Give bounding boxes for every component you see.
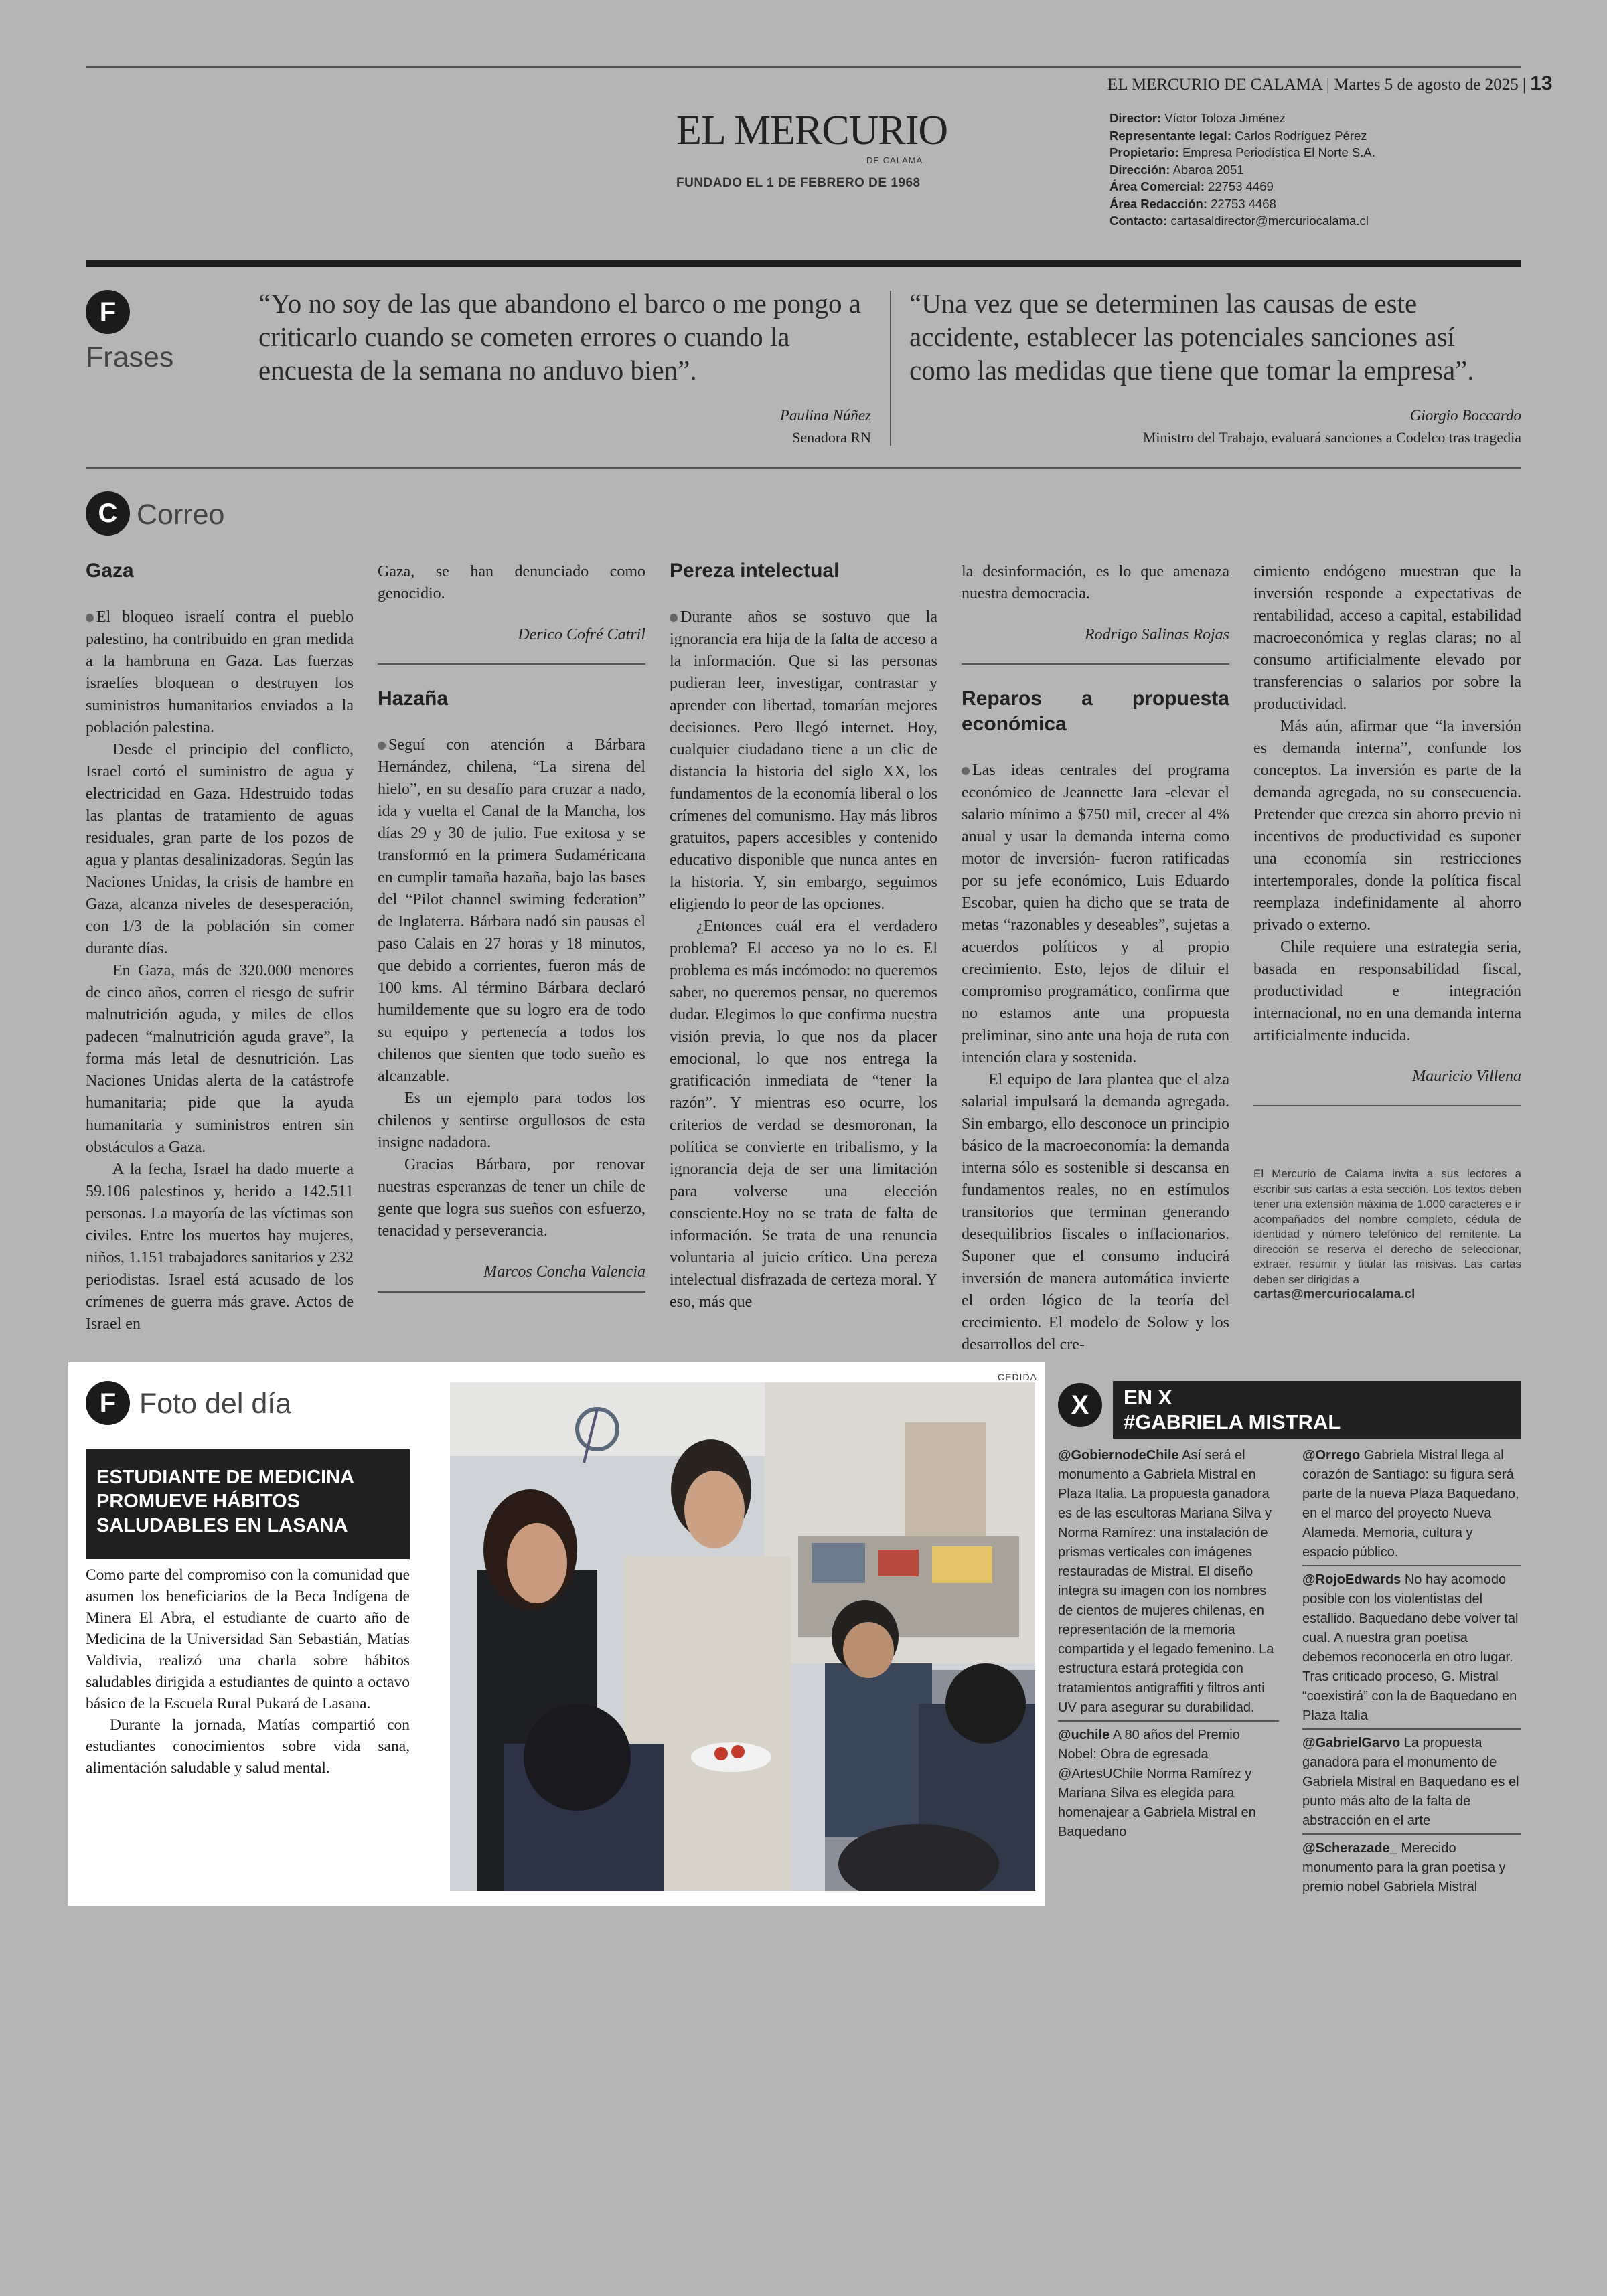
classroom-photo: [450, 1382, 1035, 1891]
quote-1-role: Senadora RN: [792, 429, 871, 446]
quote-2-text: “Una vez que se determinen las causas de este accidente, establecer las potenciales sanciones así como las medidas que tiene que tomar la empresa”.: [909, 288, 1474, 386]
tweet: [1058, 1446, 1279, 1718]
photo-credit: CEDIDA: [998, 1372, 1037, 1382]
tweet-text: Merecido monumento para la gran poetisa y premio nobel Gabriela Mistral: [1302, 1841, 1506, 1894]
enx-title-2: #GABRIELA MISTRAL: [1124, 1410, 1341, 1434]
tweet-separator: [1058, 1720, 1279, 1722]
thick-rule: [86, 260, 1521, 267]
letter-gaza-p4: A la fecha, Israel ha dado muerte a 59.106 palestinos y, herido a 142.511 personas. La mayoría de las víctimas son civiles. Entre los muertos hay mujeres, niños, 1.151 trabajadores sanitarios y 232 periodistas. Israel está acusado de los crímenes de guerra más grave. Actos de Israel en: [86, 1161, 354, 1333]
masthead-sub: DE CALAMA: [866, 155, 923, 165]
x-badge-icon: X: [1058, 1383, 1102, 1427]
letter-gaza-p1: El bloqueo israelí contra el pueblo palestino, ha contribuido en gran medida a la hambruna en Gaza. Las fuerzas israelíes bloquean o destruyen los suministros humanitarios enviados a la población palestina.: [86, 608, 354, 736]
letter-reparos-p1: Las ideas centrales del programa económico de Jeannette Jara -elevar el salario mínimo a $750 mil, crecer al 4% anual y usar la demanda interna como motor de inversión- fueron ratificadas por su jefe económico, Luis Eduardo Escobar, quien ha dicho que se trata de metas “razonables y deseables”, sujetas a acuerdos políticos y al propio crecimiento. Esto, lejos de diluir el compromiso programático, confirma que no estamos ante una propuesta preliminar, sino ante una hoja de ruta con intención clara y sostenida.: [962, 762, 1229, 1066]
foto-title: Foto del día: [139, 1388, 292, 1420]
staff-address: Dirección: Abaroa 2051: [1109, 162, 1244, 177]
tweet-text: No hay acomodo posible con los violentistas del estallido. Baquedano debe volver tal cual. A nuestra gran poetisa debemos reconocerla en otro lugar. Tras criticado proceso, G. Mistral “coexistirá” con la de Baquedano en Plaza Italia: [1302, 1572, 1519, 1723]
tweet-separator: [1302, 1728, 1521, 1730]
tweet-separator: [1302, 1833, 1521, 1835]
photo-of-day-panel: [68, 1362, 1045, 1906]
frases-bottom-rule: [86, 467, 1521, 469]
letter-gaza-p3: En Gaza, más de 320.000 menores de cinco años, corren el riesgo de sufrir malnutrición aguda, y miles de ellos padecen “malnutrición aguda grave”, la forma más letal de desnutrición. Las Naciones Unidas alerta de la catástrofe humanitaria; pide que la ayuda humanitaria y suministros entren sin obstáculos a Gaza.: [86, 962, 354, 1156]
letter-separator: [962, 663, 1229, 665]
letter-pereza-cont: la desinformación, es lo que amenaza nuestra democracia.: [962, 563, 1229, 602]
tweet: [1302, 1446, 1521, 1562]
letter-reparos-p4: Más aún, afirmar que “la inversión es demanda interna”, confunde los conceptos. La inversión es parte de la demanda agregada, no su consecuencia. Pretender que crezca sin ahorro previo ni incentivos de productividad es suponer una economía sin restricciones intertemporales, donde la política fiscal reemplaza indefinidamente al ahorro privado o externo.: [1253, 718, 1521, 934]
quote-1-author: Paulina Núñez: [779, 407, 871, 424]
letter-hazana-p2: Es un ejemplo para todos los chilenos y sentirse orgullosos de esta insigne nadadora.: [378, 1090, 645, 1151]
letter-pereza-title: Pereza intelectual: [670, 560, 840, 582]
letter-pereza-p2: ¿Entonces cuál era el verdadero problema? El acceso ya no lo es. El problema es más incómodo: no queremos saber, no queremos pensar, no queremos dudar. Elegimos lo que confirma nuestra visión previa, lo que nos da placer emocional, lo que nos entrega la gratificación inmediata de “tener la razón”. Y mientras eso ocurre, los criterios de verdad se desmoronan, la política se convierte en tribalismo, y la ignorancia deja de ser una limitación para volverse una elección consciente.Hoy no se trata de falta de información. Se trata de una renuncia voluntaria al juicio crítico. Una pereza intelectual disfrazada de certeza moral. Y eso, más que: [670, 918, 937, 1311]
letter-gaza-title: Gaza: [86, 560, 134, 582]
letter-separator: [1253, 1105, 1521, 1106]
folio: [1107, 72, 1553, 95]
tweet: [1302, 1570, 1521, 1726]
letters-email[interactable]: cartas@mercuriocalama.cl: [1253, 1287, 1415, 1301]
enx-header: [1113, 1381, 1521, 1439]
tweet-handle[interactable]: @GabrielGarvo: [1302, 1736, 1401, 1750]
letter-gaza-signature: Derico Cofré Catril: [518, 626, 645, 643]
letter-pereza: [670, 558, 937, 1313]
tweet-handle[interactable]: @RojoEdwards: [1302, 1572, 1401, 1587]
enx-title-1: EN X: [1124, 1386, 1172, 1409]
staff-box: [1109, 110, 1511, 230]
column-4: [962, 561, 1229, 1356]
tweet: [1302, 1839, 1521, 1897]
letter-pereza-signature: Rodrigo Salinas Rojas: [1084, 626, 1229, 643]
staff-contact: Contacto: cartasaldirector@mercuriocalama.cl: [1109, 214, 1369, 228]
tweet-handle[interactable]: @Orrego: [1302, 1448, 1361, 1463]
letter-hazana-title: Hazaña: [378, 687, 449, 710]
letter-reparos-p5: Chile requiere una estrategia seria, basada en responsabilidad fiscal, productividad e integración internacional, no en una demanda interna artificialmente inducida.: [1253, 938, 1521, 1044]
tweets-right-column: [1302, 1446, 1521, 1897]
column-5: [1253, 561, 1521, 1303]
tweet: [1058, 1726, 1279, 1842]
tweet-text: Gabriela Mistral llega al corazón de Santiago: su figura será parte de la nueva Plaza Baquedano, en el marco del proyecto Nueva Alameda. Memoria, cultura y espacio público.: [1302, 1448, 1519, 1560]
folio-text: EL MERCURIO DE CALAMA | Martes 5 de agosto de 2025 |: [1107, 76, 1526, 94]
letters-policy-text: El Mercurio de Calama invita a sus lectores a escribir sus cartas a esta sección. Los textos deben tener una extensión máxima de 1.000 caracteres e ir acompañados del nombre completo, cédula de identidad y número telefónico del remitente. La dirección se reserva el derecho de seleccionar, extraer, resumir y titular las misivas. Las cartas deben ser dirigidas a: [1253, 1167, 1521, 1286]
quote-1-text: “Yo no soy de las que abandono el barco o me pongo a criticarlo cuando se cometen errores o cuando la encuesta de la semana no anduvo bien”.: [258, 288, 861, 386]
letter-gaza-p2: Desde el principio del conflicto, Israel cortó el suministro de agua y electricidad en Gaza. Hdestruido todas las plantas de tratamiento de aguas residuales, gran parte de los pozos de agua y plantas desalinizadoras. Según las Naciones Unidas, la crisis de hambre en Gaza, alcanza niveles de desesperación, con 1/3 de la población sin comer durante días.: [86, 741, 354, 957]
correo-title: Correo: [137, 499, 225, 531]
frases-title: Frases: [86, 341, 174, 374]
staff-newsroom: Área Redacción: 22753 4468: [1109, 196, 1276, 211]
bullet-icon: [86, 614, 94, 622]
letter-separator: [378, 1291, 645, 1293]
tweet-handle[interactable]: @GobiernodeChile: [1058, 1448, 1179, 1463]
top-rule: [86, 66, 1521, 68]
tweet: [1302, 1734, 1521, 1831]
quote-2-author: Giorgio Boccardo: [1409, 407, 1521, 424]
page-number: 13: [1530, 72, 1553, 94]
tweets-left-column: [1058, 1446, 1279, 1842]
letter-hazana-signature: Marcos Concha Valencia: [483, 1263, 645, 1281]
letter-separator: [378, 663, 645, 665]
tweet-text: La propuesta ganadora para el monumento de Gabriela Mistral en Baquedano es el punto más alto de la falta de abstracción en el arte: [1302, 1736, 1519, 1828]
foto-headline: ESTUDIANTE DE MEDICINA PROMUEVE HÁBITOS SALUDABLES EN LASANA: [86, 1449, 410, 1559]
foto-badge-icon: F: [86, 1381, 130, 1425]
tweet-handle[interactable]: @uchile: [1058, 1728, 1110, 1742]
letter-hazana-p1: Seguí con atención a Bárbara Hernández, chilena, “La sirena del hielo”, en su desafío para cruzar a nado, ida y vuelta el Canal de la Mancha, los días 29 y 30 de julio. Fue exitosa y se transformó en la primera Sudaméricana en cumplir tamaña hazaña, bajo las bases del “Pilot channel swiming federation” de Inglaterra. Bárbara nadó sin pausas el paso Calais en 27 horas y 18 minutos, que debido a corrientes, fueron más de 100 kms. Al término Bárbara declaró humildemente que su logro era de todo su equipo y pertenecía a todos los chilenos que sienten que todo sueño es alcanzable.: [378, 736, 645, 1085]
letter-reparos-signature: Mauricio Villena: [1412, 1068, 1521, 1085]
quote-2-role: Ministro del Trabajo, evaluará sanciones a Codelco tras tragedia: [1142, 429, 1521, 446]
tweet-handle[interactable]: @Scherazade_: [1302, 1841, 1397, 1856]
column-2: [378, 561, 645, 1293]
letter-reparos-p2: El equipo de Jara plantea que el alza salarial impulsará la demanda agregada. Sin embargo, ello desconoce un principio básico de la macroeconomía: la demanda interna sólo es sostenible si descansa en fundamentos reales, no en estímulos transitorios que terminan generando desequilibrios fiscales o inflacionarios. Suponer que el consumo inducirá inversión de manera automática invierte el orden lógico de la teoría del crecimiento. El modelo de Solow y los desarrollos del cre-: [962, 1071, 1229, 1354]
letter-reparos-title: Reparos a propuesta económica: [962, 687, 1229, 735]
foto-caption: [86, 1564, 410, 1779]
bullet-icon: [378, 742, 386, 750]
masthead-logo: EL MERCURIO: [676, 108, 948, 153]
bullet-icon: [962, 767, 970, 775]
foto-caption-p1: Como parte del compromiso con la comunidad que asumen los beneficiarios de la Beca Indígena de Minera El Abra, el estudiante de cuarto año de Medicina de la Universidad San Sebastián, Matías Valdivia, realizó una charla sobre hábitos saludables dirigida a estudiantes de quinto a octavo básico de la Escuela Rural Pukará de Lasana.: [86, 1566, 410, 1712]
staff-commercial: Área Comercial: 22753 4469: [1109, 179, 1274, 193]
staff-legal: Representante legal: Carlos Rodríguez Pérez: [1109, 128, 1367, 143]
frases-badge-icon: F: [86, 290, 130, 334]
letter-pereza-p1: Durante años se sostuvo que la ignorancia era hija de la falta de acceso a la información. Que si las personas pudieran leer, investigar, contrastar y aprender con libertad, tomarían mejores decisiones. Pero llegó internet. Hoy, cualquier ciudadano tiene a un clic de distancia la historia del siglo XX, los fundamentos de la economía liberal o los crímenes del comunismo. Hay más libros gratuitos, papers accesibles y contenido educativo disponible que nunca antes en la historia. Y, sin embargo, seguimos eligiendo lo peor de las opciones.: [670, 608, 937, 913]
letter-gaza-cont: Gaza, se han denunciado como genocidio.: [378, 563, 645, 602]
tweet-separator: [1302, 1565, 1521, 1566]
staff-director: Director: Víctor Toloza Jiménez: [1109, 111, 1286, 125]
founded-line: FUNDADO EL 1 DE FEBRERO DE 1968: [676, 176, 921, 190]
tweet-text: A 80 años del Premio Nobel: Obra de egresada @ArtesUChile Norma Ramírez y Mariana Silva es elegida para homenajear a Gabriela Mistral en Baquedano: [1058, 1728, 1256, 1839]
letter-hazana-p3: Gracias Bárbara, por renovar nuestras esperanzas de tener un chile de gente que logra sus sueños con esfuerzo, tenacidad y perseverancia.: [378, 1156, 645, 1240]
bullet-icon: [670, 614, 678, 622]
tweet-text: Así será el monumento a Gabriela Mistral en Plaza Italia. La propuesta ganadora es de las escultoras Mariana Silva y Norma Ramírez: una instalación de prismas verticales con imágenes restauradas de Mistral. El diseño integra su imagen con los nombres de cientos de mujeres chilenas, en representación de la memoria compartida y el legado femenino. La estructura estará protegida con tratamientos antigraffiti y filtros anti UV para asegurar su durabilidad.: [1058, 1448, 1274, 1715]
letter-gaza: [86, 558, 354, 1335]
staff-owner: Propietario: Empresa Periodística El Norte S.A.: [1109, 145, 1375, 159]
quote-divider: [890, 291, 891, 446]
letter-reparos-p3: cimiento endógeno muestran que la inversión responde a expectativas de rentabilidad, acceso a capital, estabilidad macroeconómica y reglas claras; no al consumo artificialmente elevado por transferencias o salarios por sobre la productividad.: [1253, 563, 1521, 713]
correo-badge-icon: C: [86, 491, 130, 536]
letters-policy-note: [1253, 1167, 1521, 1303]
foto-caption-p2: Durante la jornada, Matías compartió con estudiantes conocimientos sobre vida sana, alimentación saludable y salud mental.: [86, 1716, 410, 1777]
